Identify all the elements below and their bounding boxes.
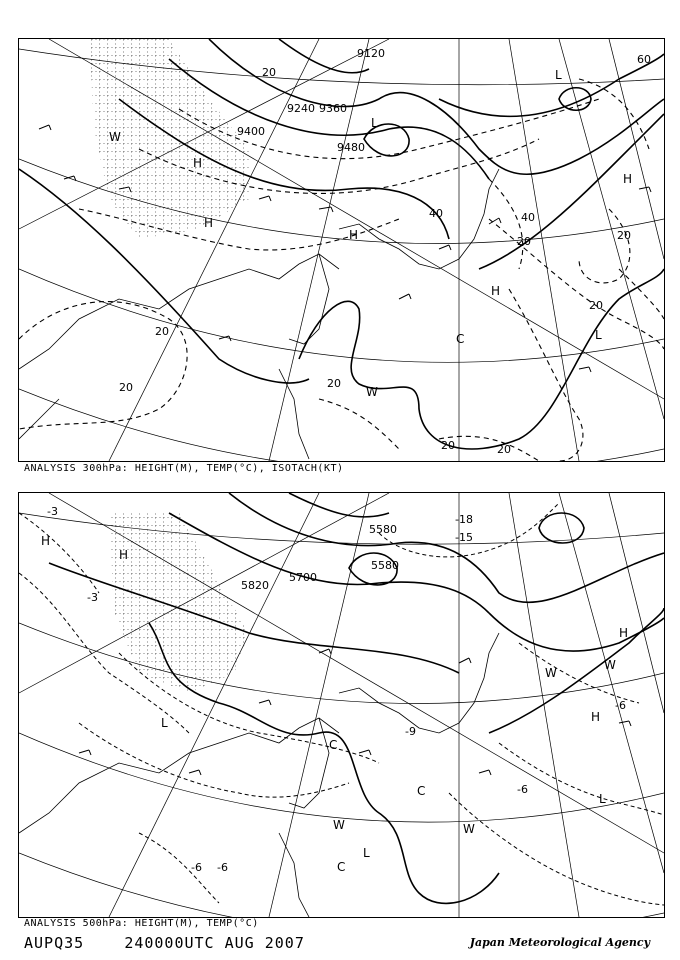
temp-label: -18 [455,513,473,526]
isotach-label: 20 [517,235,531,248]
temp-label: -6 [217,861,228,874]
high-center: H [193,156,203,170]
isotach-label: 20 [155,325,169,338]
product-code: AUPQ35 [24,934,85,952]
coastlines [19,633,499,917]
warm-center: W [366,385,378,399]
high-center: H [491,284,501,298]
low-center: L [599,792,606,806]
cold-center: C [417,784,426,798]
isotach-label: 20 [327,377,341,390]
agency-name: Japan Meteorological Agency [469,936,650,949]
low-center: L [371,116,378,130]
map-panel-500hpa [18,492,665,918]
warm-center: W [545,666,557,680]
low-center: L [161,716,168,730]
isotach-label: 20 [441,439,455,452]
high-center: H [623,172,633,186]
caption-500hpa: ANALYSIS 500hPa: HEIGHT(M), TEMP(°C) [24,918,259,929]
isotach-label: 60 [637,53,651,66]
high-center: H [41,534,51,548]
temp-label: -3 [47,505,58,518]
map-500hpa-chart [19,493,664,917]
cold-center: C [456,332,465,346]
height-label-5700: 5700 [289,571,317,584]
isotach-label: 20 [497,443,511,456]
temp-label: -6 [191,861,202,874]
temp-label: -6 [615,699,626,712]
high-center: H [204,216,214,230]
high-center: H [349,228,359,242]
isotach-label: 20 [589,299,603,312]
low-center: L [595,328,602,342]
temp-label: -9 [405,725,416,738]
high-center: H [591,710,601,724]
temp-label: -6 [517,783,528,796]
cold-center: C [329,738,338,752]
caption-300hpa: ANALYSIS 300hPa: HEIGHT(M), TEMP(°C), ISOTACH(KT) [24,463,344,474]
height-label-9480: 9480 [337,141,365,154]
height-label-9120: 9120 [357,47,385,60]
high-center: H [119,548,129,562]
isotach-label: 40 [429,207,443,220]
isotach-label: 40 [521,211,535,224]
height-label-5580: 5580 [371,559,399,572]
warm-center: W [604,658,616,672]
map-panel-300hpa [18,38,665,462]
cold-center: C [337,860,346,874]
product-header [24,934,305,952]
height-label-5820: 5820 [241,579,269,592]
isotach-label: 20 [262,66,276,79]
temp-label: -3 [87,591,98,604]
valid-time: 240000UTC AUG 2007 [124,934,305,952]
warm-center: W [333,818,345,832]
high-center: H [619,626,629,640]
height-label-9360: 9360 [319,102,347,115]
isotach-label: 20 [119,381,133,394]
low-center: L [363,846,370,860]
temp-label: -15 [455,531,473,544]
warm-center: W [463,822,475,836]
isotach-label: 20 [617,229,631,242]
low-center: L [555,68,562,82]
terrain-hatch-area [109,513,249,693]
map-300hpa-chart [19,39,664,461]
height-label-9240: 9240 [287,102,315,115]
height-label-9400: 9400 [237,125,265,138]
height-label-5580: 5580 [369,523,397,536]
warm-center: W [109,130,121,144]
